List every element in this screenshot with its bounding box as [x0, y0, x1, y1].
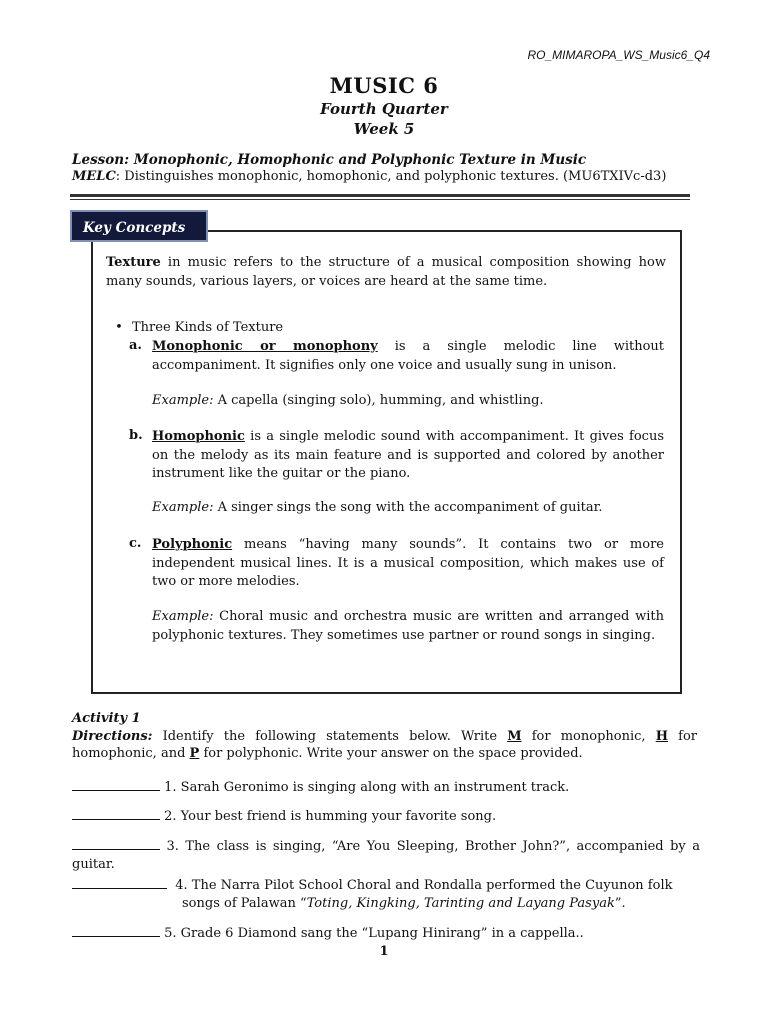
item-c-letter: c. — [129, 536, 142, 551]
homophonic-example-label: Example: — [152, 500, 214, 515]
monophonic-example-text: A capella (singing solo), humming, and whistling. — [213, 393, 544, 408]
question-5 — [72, 924, 702, 943]
activity-directions — [72, 728, 697, 762]
answer-blank-2[interactable] — [72, 807, 160, 820]
week-subtitle: Week 5 — [353, 120, 415, 138]
key-concepts-tab: Key Concepts — [70, 210, 208, 242]
answer-blank-1[interactable] — [72, 778, 160, 791]
question-1-text: 1. Sarah Geronimo is singing along with an instrument track. — [164, 780, 570, 795]
answer-blank-4[interactable] — [72, 876, 167, 889]
item-polyphonic — [152, 536, 664, 592]
item-monophonic — [152, 338, 664, 375]
item-a-letter: a. — [129, 338, 142, 353]
directions-label: Directions: — [72, 729, 153, 744]
polyphonic-example — [152, 608, 664, 645]
question-4-text: 4. The Narra Pilot School Choral and Rondalla performed the Cuyunon folk — [175, 878, 673, 893]
homophonic-example-text: A singer sings the song with the accompaniment of guitar. — [213, 500, 603, 515]
directions-text-3: for homophonic, and — [72, 729, 697, 761]
kinds-bullet — [106, 319, 283, 338]
texture-definition — [106, 254, 666, 291]
answer-blank-5[interactable] — [72, 924, 160, 937]
lesson-line — [72, 152, 586, 168]
divider-thick — [70, 194, 690, 197]
question-4-end: ”. — [614, 896, 626, 911]
polyphonic-example-label: Example: — [152, 609, 214, 624]
question-4-continued — [182, 895, 702, 913]
monophonic-term: Monophonic or monophony — [152, 339, 378, 354]
homophonic-example — [152, 499, 664, 518]
polyphonic-example-text: Choral music and orchestra music are written and arranged with polyphonic textures. They sometimes use partner or round songs in singing. — [152, 609, 664, 643]
polyphonic-text: means “having many sounds”. It contains two or more independent musical lines. It is a musical composition, which makes use of two or more melodies. — [152, 537, 664, 589]
melc-text: : Distinguishes monophonic, homophonic, and polyphonic textures. (MU6TXIVc-d3) — [115, 169, 667, 184]
lesson-text: : Monophonic, Homophonic and Polyphonic Texture in Music — [124, 152, 587, 168]
question-2 — [72, 807, 702, 826]
question-2-text: 2. Your best friend is humming your favorite song. — [164, 809, 497, 824]
directions-text-4: for polyphonic. Write your answer on the space provided. — [199, 746, 583, 761]
polyphonic-term: Polyphonic — [152, 537, 233, 552]
question-1 — [72, 778, 702, 797]
homophonic-term: Homophonic — [152, 429, 245, 444]
answer-blank-3[interactable] — [72, 837, 160, 850]
bullet-dot-icon: • — [115, 320, 123, 335]
document-code: RO_MIMAROPA_WS_Music6_Q4 — [527, 48, 710, 62]
question-4-cont-text: songs of Palawan “ — [182, 896, 307, 911]
item-b-letter: b. — [129, 428, 143, 443]
monophonic-text: is a single melodic line without accompaniment. It signifies only one voice and usually sung in unison. — [152, 339, 664, 373]
texture-term: Texture — [106, 255, 161, 270]
monophonic-example — [152, 392, 664, 411]
question-5-text: 5. Grade 6 Diamond sang the “Lupang Hinirang” in a cappella.. — [164, 926, 584, 941]
key-m: M — [507, 729, 522, 744]
directions-text-1: Identify the following statements below. Write — [152, 729, 508, 744]
key-h: H — [655, 729, 668, 744]
activity-title: Activity 1 — [72, 711, 141, 726]
question-3-text: 3. The class is singing, “Are You Sleeping, Brother John?”, accompanied by a guitar. — [72, 839, 700, 872]
texture-text: in music refers to the structure of a musical composition showing how many sounds, various layers, or voices are heard at the same time. — [106, 255, 666, 289]
question-4-songs: Toting, Kingking, Tarinting and Layang Pasyak — [306, 896, 615, 911]
key-concepts-box — [91, 230, 682, 694]
page-title: MUSIC 6 — [329, 73, 439, 98]
kinds-bullet-label: Three Kinds of Texture — [132, 320, 284, 335]
question-3 — [72, 837, 700, 874]
directions-text-2: for monophonic, — [521, 729, 656, 744]
quarter-subtitle: Fourth Quarter — [320, 100, 448, 118]
question-4 — [72, 876, 702, 895]
key-p: P — [189, 746, 200, 761]
page-number: 1 — [379, 944, 389, 959]
monophonic-example-label: Example: — [152, 393, 214, 408]
divider-thin — [70, 199, 690, 200]
melc-line — [72, 169, 666, 184]
item-homophonic — [152, 428, 664, 484]
homophonic-text: is a single melodic sound with accompaniment. It gives focus on the melody as its main feature and is supported and colored by another instrument like the guitar or the piano. — [152, 429, 664, 481]
lesson-label: Lesson — [72, 152, 125, 168]
melc-label: MELC — [72, 169, 116, 184]
